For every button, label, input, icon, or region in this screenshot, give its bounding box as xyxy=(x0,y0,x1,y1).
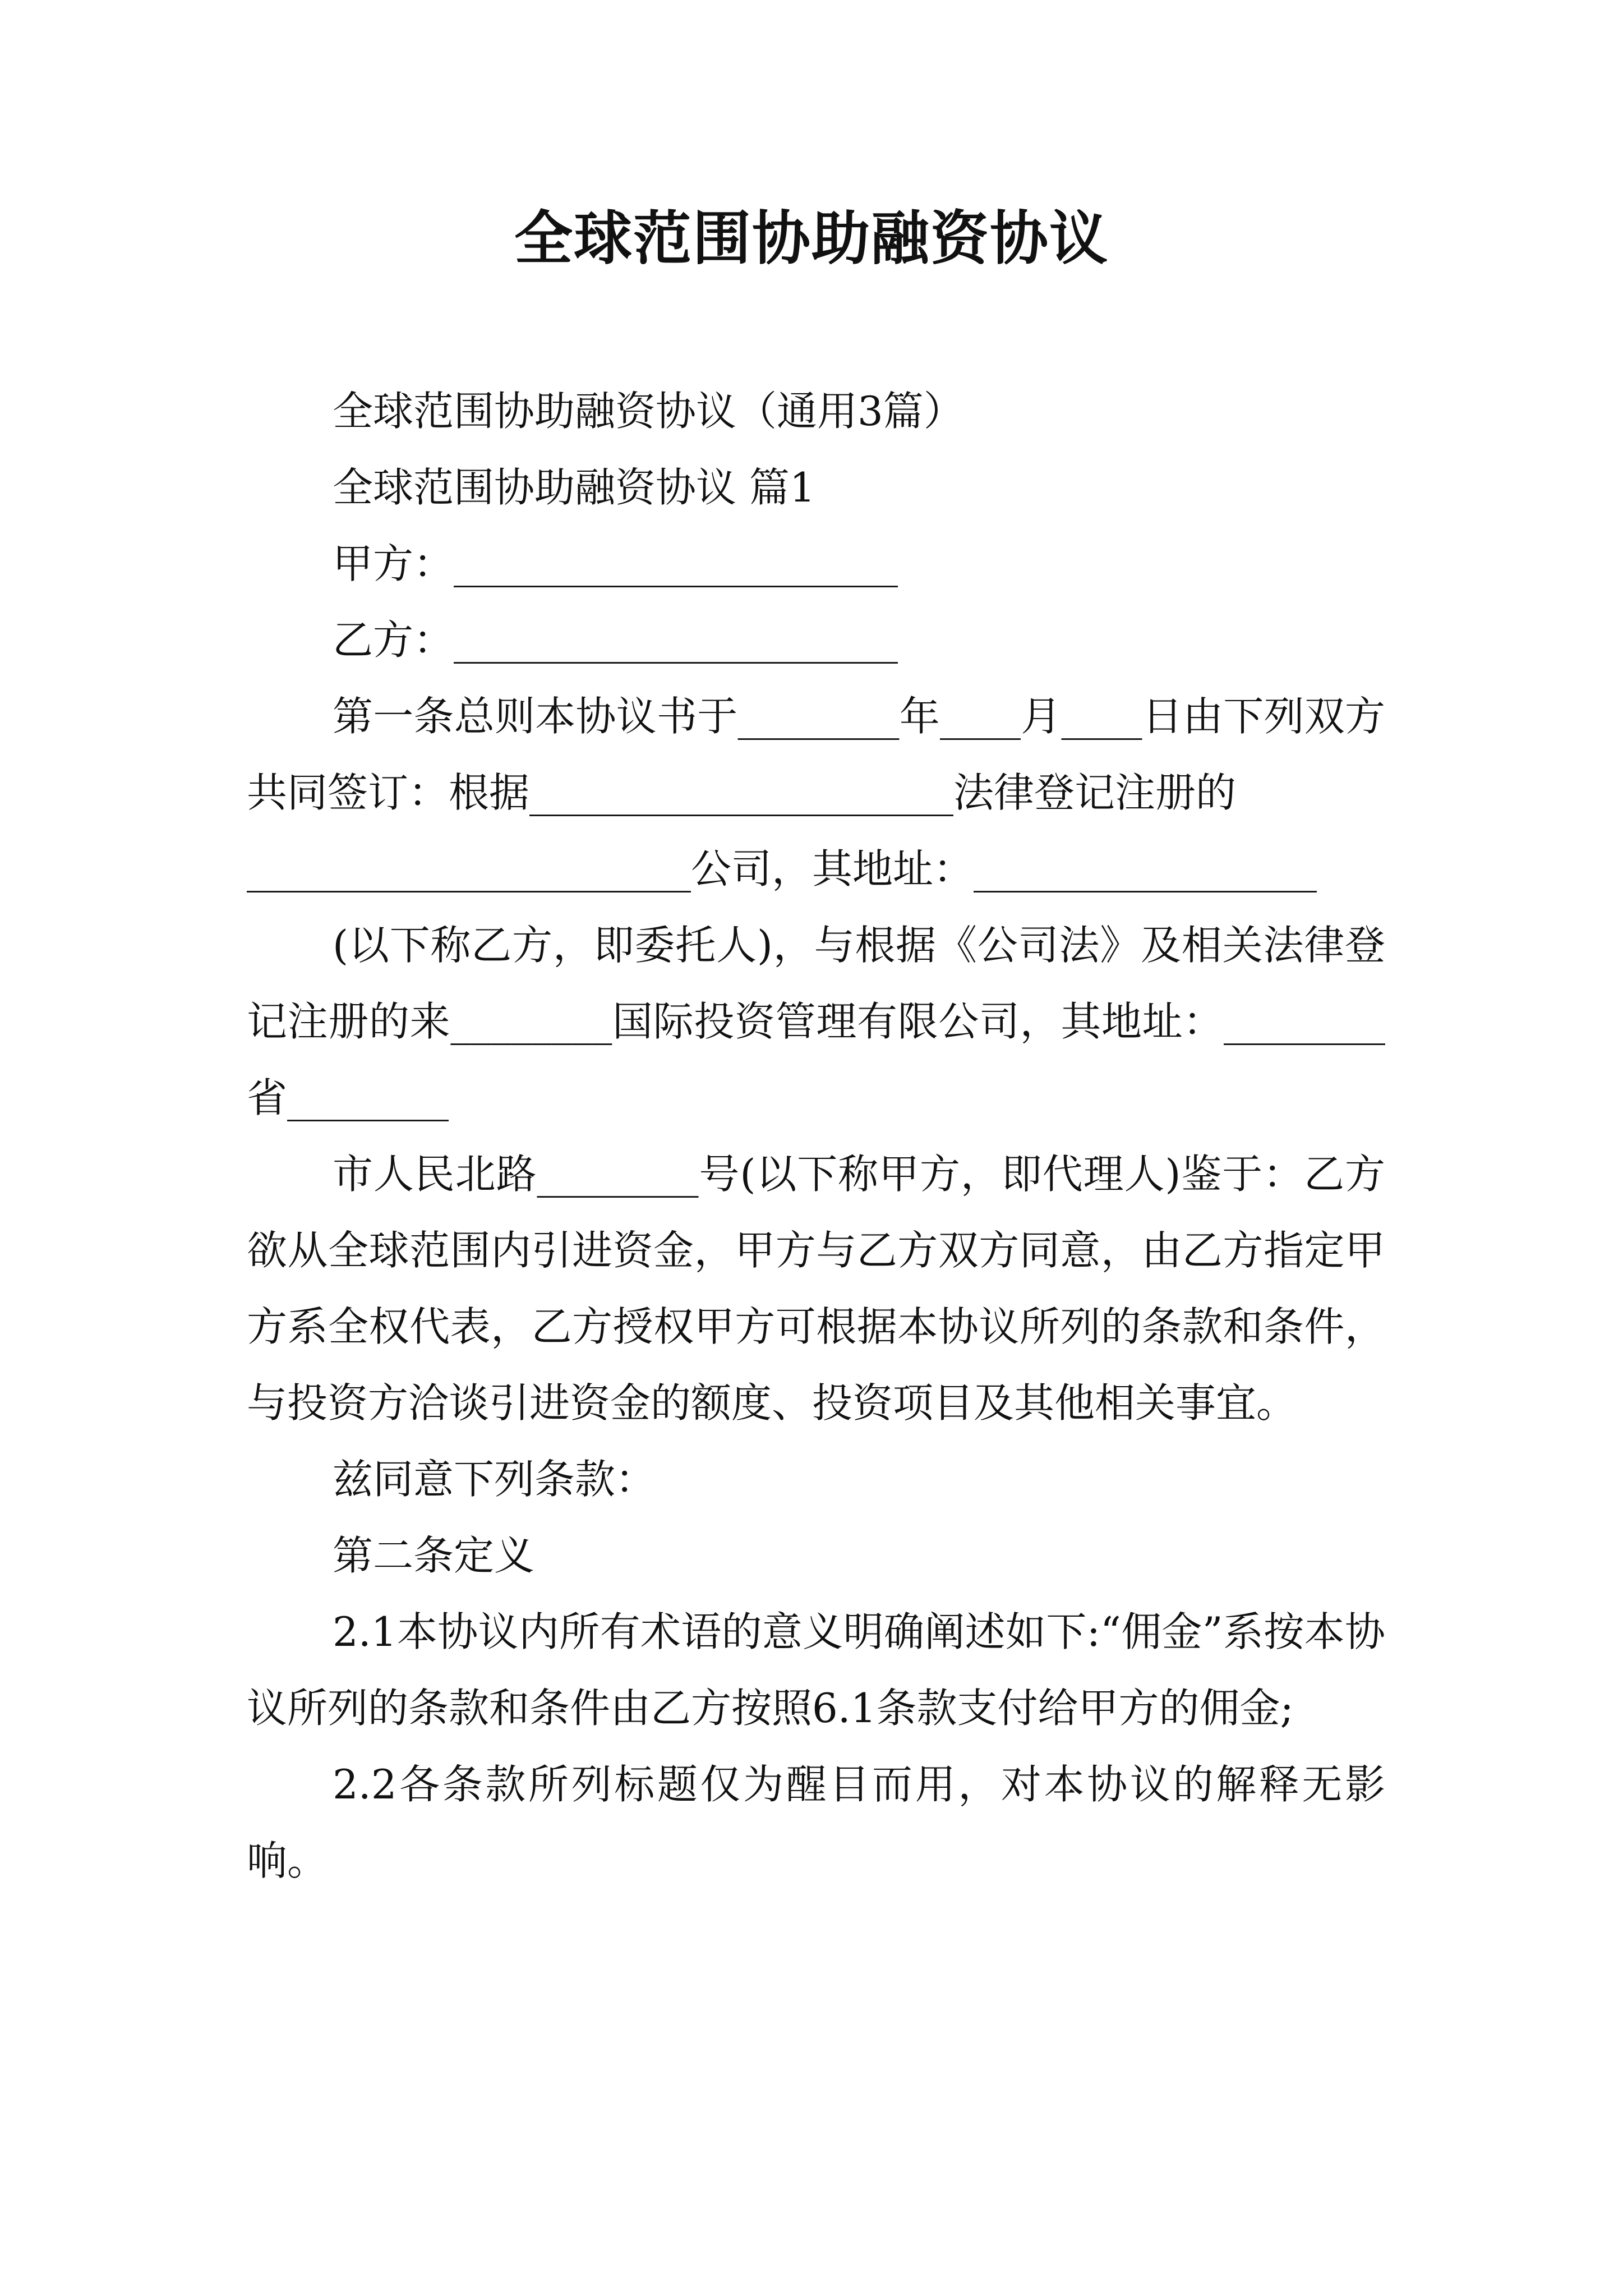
document-body xyxy=(247,373,1385,1899)
party-a-line: 甲方：______________________ xyxy=(333,540,898,587)
company-address-line: ______________________公司，其地址：_________________ xyxy=(247,845,1317,892)
agent-paragraph: 市人民北路________号(以下称甲方，即代理人)鉴于：乙方欲从全球范围内引进资金，甲方与乙方双方同意，由乙方指定甲方系全权代表，乙方授权甲方可根据本协议所列的条款和条件，与投资方洽谈引进资金的额度、投资项目及其他相关事宜。 xyxy=(247,1151,1385,1427)
clause-2-2: 2.2各条款所列标题仅为醒目而用，对本协议的解释无影响。 xyxy=(247,1761,1385,1884)
party-b-line: 乙方：______________________ xyxy=(333,616,898,664)
document-title: 全球范围协助融资协议 xyxy=(514,204,1109,273)
clause-2-1: 2.1本协议内所有术语的意义明确阐述如下:“佣金”系按本协议所列的条款和条件由乙方按照6.1条款支付给甲方的佣金; xyxy=(247,1608,1385,1732)
section-heading: 全球范围协助融资协议 篇1 xyxy=(333,464,815,511)
article-1-paragraph: 第一条总则本协议书于________年____月____日由下列双方共同签订：根据_____________________法律登记注册的 xyxy=(247,693,1385,816)
subtitle-paragraph: 全球范围协助融资协议（通用3篇） xyxy=(333,388,964,435)
agreement-intro: 兹同意下列条款： xyxy=(333,1456,656,1503)
article-2-heading: 第二条定义 xyxy=(333,1532,535,1579)
principal-paragraph: (以下称乙方，即委托人)，与根据《公司法》及相关法律登记注册的来________国际投资管理有限公司，其地址：________省________ xyxy=(247,922,1385,1121)
